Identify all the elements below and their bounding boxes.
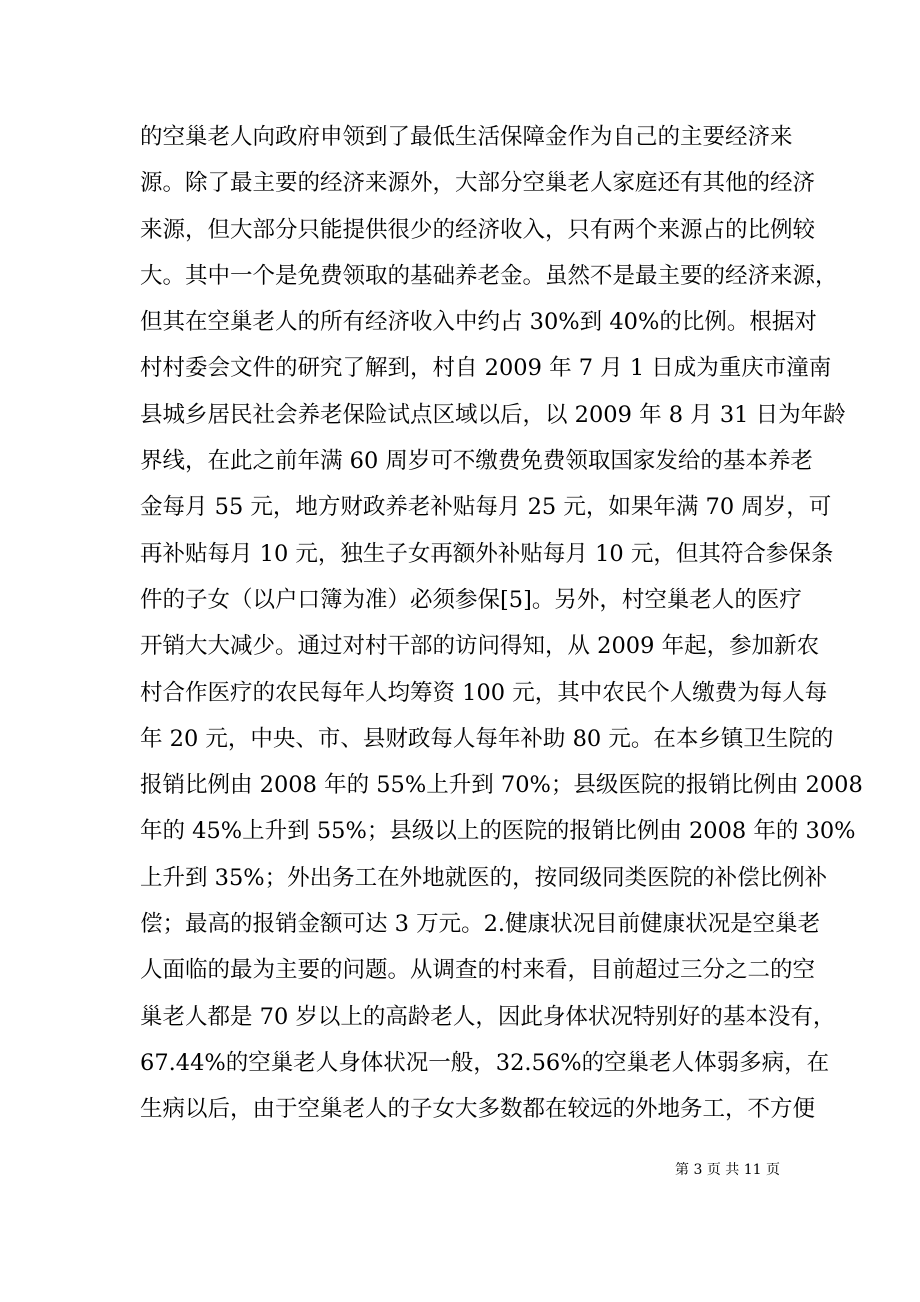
text-line: 再补贴每月 10 元，独生子女再额外补贴每月 10 元，但其符合参保条 bbox=[140, 540, 834, 567]
text-line: 界线，在此之前年满 60 周岁可不缴费免费领取国家发给的基本养老 bbox=[140, 448, 813, 475]
page-footer: 第 3 页 共 11 页 bbox=[675, 1162, 780, 1178]
text-line: 年的 45%上升到 55%；县级以上的医院的报销比例由 2008 年的 30% bbox=[140, 818, 856, 845]
text-line: 源。除了最主要的经济来源外，大部分空巢老人家庭还有其他的经济 bbox=[140, 170, 816, 197]
text-line: 但其在空巢老人的所有经济收入中约占 30%到 40%的比例。根据对 bbox=[140, 309, 817, 336]
text-line: 件的子女（以户口簿为准）必须参保[5]。另外，村空巢老人的医疗 bbox=[140, 586, 802, 613]
body-text bbox=[140, 114, 863, 1133]
text-line: 大。其中一个是免费领取的基础养老金。虽然不是最主要的经济来源， bbox=[140, 262, 838, 289]
text-line: 生病以后，由于空巢老人的子女大多数都在较远的外地务工，不方便 bbox=[140, 1096, 816, 1123]
text-line: 偿；最高的报销金额可达 3 万元。2.健康状况目前健康状况是空巢老 bbox=[140, 911, 821, 938]
text-line: 报销比例由 2008 年的 55%上升到 70%；县级医院的报销比例由 2008 bbox=[140, 772, 863, 799]
text-line: 金每月 55 元，地方财政养老补贴每月 25 元，如果年满 70 周岁，可 bbox=[140, 494, 832, 521]
text-line: 年 20 元，中央、市、县财政每人每年补助 80 元。在本乡镇卫生院的 bbox=[140, 725, 834, 752]
text-line: 的空巢老人向政府申领到了最低生活保障金作为自己的主要经济来 bbox=[140, 124, 793, 150]
text-line: 巢老人都是 70 岁以上的高龄老人，因此身体状况特别好的基本没有， bbox=[140, 1003, 836, 1030]
text-line: 67.44%的空巢老人身体状况一般，32.56%的空巢老人体弱多病，在 bbox=[140, 1049, 830, 1076]
text-line: 村村委会文件的研究了解到，村自 2009 年 7 月 1 日成为重庆市潼南 bbox=[140, 355, 832, 382]
text-line: 村合作医疗的农民每年人均筹资 100 元，其中农民个人缴费为每人每 bbox=[140, 679, 828, 706]
text-line: 县城乡居民社会养老保险试点区域以后，以 2009 年 8 月 31 日为年龄 bbox=[140, 401, 846, 428]
text-line: 人面临的最为主要的问题。从调查的村来看，目前超过三分之二的空 bbox=[140, 957, 816, 984]
text-line: 来源，但大部分只能提供很少的经济收入，只有两个来源占的比例较 bbox=[140, 216, 816, 243]
text-line: 开销大大减少。通过对村干部的访问得知，从 2009 年起，参加新农 bbox=[140, 633, 820, 660]
text-line: 上升到 35%；外出务工在外地就医的，按同级同类医院的补偿比例补 bbox=[140, 864, 828, 891]
